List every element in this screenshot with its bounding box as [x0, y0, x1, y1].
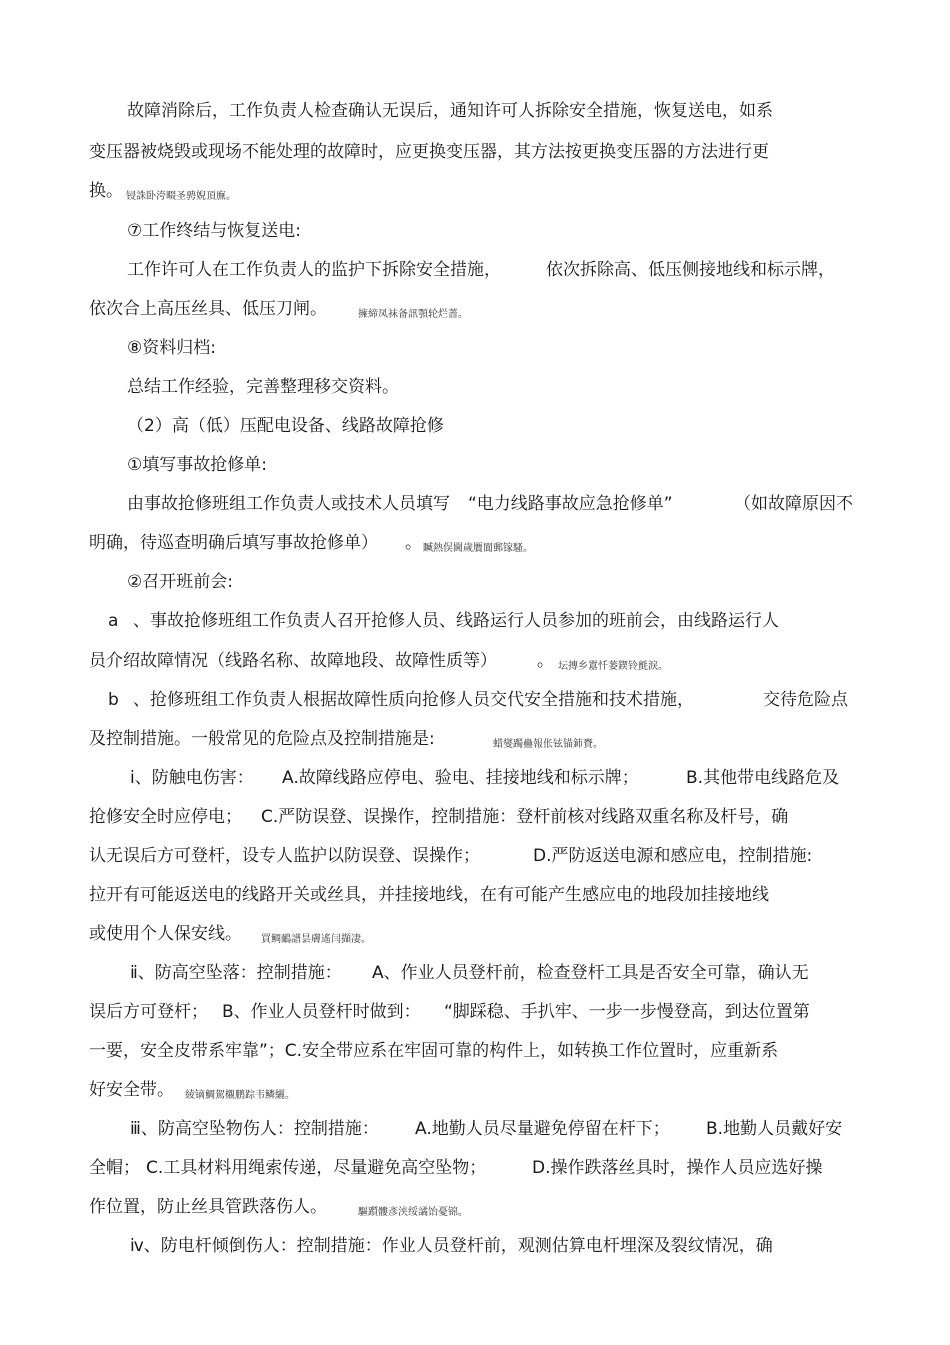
text-segment: C.工具材料用绳索传递，尽量避免高空坠物；: [146, 1158, 487, 1178]
text-segment: A.地勤人员尽量避免停留在杆下；: [415, 1119, 670, 1139]
text-segment: 抢修安全时应停电；: [89, 807, 242, 827]
text-segment: D.严防返送电源和感应电，控制措施:: [533, 846, 813, 866]
text-segment: ⅱ、防高空坠落：控制措施：: [130, 963, 342, 983]
garbled-annotation: 買鲷鴯譜昙膚遙闫擷凄。: [261, 934, 371, 945]
text-segment: 依次拆除高、低压侧接地线和标示牌，: [546, 260, 835, 280]
garbled-annotation: 坛摶乡囂忏蒌鍥铃氈淚。: [558, 661, 668, 672]
text-segment: ①填写事故抢修单:: [127, 455, 267, 475]
text-segment: b: [108, 690, 119, 710]
text-segment: C.严防误登、误操作，控制措施：登杆前核对线路双重名称及杆号，确: [261, 807, 789, 827]
text-segment: D.操作跌落丝具时，操作人员应选好操: [532, 1158, 823, 1178]
text-segment: 、事故抢修班组工作负责人召开抢修人员、线路运行人员参加的班前会，由线路运行人: [133, 611, 779, 631]
text-segment: ⅳ、防电杆倾倒伤人：控制措施：作业人员登杆前，观测估算电杆埋深及裂纹情况，确: [130, 1236, 773, 1256]
text-segment: 一要，安全皮带系牢靠”；C.安全带应系在牢固可靠的构件上，如转换工作位置时，应重新系: [89, 1041, 779, 1061]
text-segment: 认无误后方可登杆，设专人监护以防误登、误操作；: [89, 846, 480, 866]
text-segment: ⅲ、防高空坠物伤人：控制措施：: [130, 1119, 379, 1139]
text-segment: B.地勤人员戴好安: [706, 1119, 843, 1139]
garbled-annotation: 贓熱俣閫歲贋閬郵镓騷。: [423, 543, 533, 554]
text-segment: 及控制措施。一般常见的危险点及控制措施是:: [89, 729, 435, 749]
text-segment: 或使用个人保安线。: [89, 924, 242, 944]
garbled-annotation: 蜡燮躅蠱報伥铉锚鈰賚。: [493, 739, 603, 750]
text-segment: （2）高（低）压配电设备、线路故障抢修: [127, 416, 444, 436]
text-segment: 误后方可登杆；: [89, 1002, 208, 1022]
text-segment: 工作许可人在工作负责人的监护下拆除安全措施，: [127, 260, 501, 280]
text-segment: 、抢修班组工作负责人根据故障性质向抢修人员交代安全措施和技术措施，: [133, 690, 694, 710]
garbled-annotation: 綾镝鯛駕櫬鹏踪韦鳞纚。: [185, 1090, 295, 1101]
text-segment: 变压器被烧毁或现场不能处理的故障时，应更换变压器，其方法按更换变压器的方法进行更: [89, 142, 769, 162]
text-segment: 拉开有可能返送电的线路开关或丝具，并挂接地线，在有可能产生感应电的地段加挂接地线: [89, 885, 769, 905]
text-segment: （如故障原因不: [734, 494, 853, 514]
text-segment: 依次合上高压丝具、低压刀闸。: [89, 299, 327, 319]
text-segment: 明确，待巡查明确后填写事故抢修单）: [89, 533, 378, 553]
text-segment: 总结工作经验，完善整理移交资料。: [127, 377, 399, 397]
text-segment: 员介绍故障情况（线路名称、故障地段、故障性质等）: [89, 651, 497, 671]
garbled-annotation: 擁締凤袜备訊顎轮烂蔷。: [358, 309, 468, 320]
garbled-annotation: 锓誅卧洿畷圣骋婗頂廡。: [126, 191, 236, 202]
text-segment: 。: [537, 651, 554, 671]
text-segment: 作位置，防止丝具管跌落伤人。: [89, 1197, 327, 1217]
text-segment: “电力线路事故应急抢修单”: [468, 494, 673, 514]
text-segment: A.故障线路应停电、验电、挂接地线和标示牌；: [282, 768, 639, 788]
text-segment: ⑧资料归档:: [127, 338, 216, 358]
text-segment: a: [108, 611, 119, 631]
text-segment: 换。: [89, 181, 123, 201]
text-segment: ⑦工作终结与恢复送电:: [127, 221, 301, 241]
text-segment: 好安全带。: [89, 1080, 174, 1100]
text-segment: ②召开班前会:: [127, 572, 233, 592]
text-segment: 由事故抢修班组工作负责人或技术人员填写: [127, 494, 450, 514]
text-segment: 故障消除后，工作负责人检查确认无误后，通知许可人拆除安全措施，恢复送电，如系: [127, 101, 773, 121]
text-segment: 全帽；: [89, 1158, 140, 1178]
text-segment: 交待危险点: [763, 690, 848, 710]
text-segment: 。: [405, 533, 422, 553]
text-segment: A、作业人员登杆前，检查登杆工具是否安全可靠，确认无: [372, 963, 809, 983]
text-segment: B.其他带电线路危及: [686, 768, 840, 788]
text-segment: B、作业人员登杆时做到：: [222, 1002, 421, 1022]
garbled-annotation: 驅躓髏彥浃绥譎饴憂锦。: [358, 1207, 468, 1218]
text-segment: ⅰ、防触电伤害：: [130, 768, 254, 788]
text-segment: “脚踩稳、手扒牢、一步一步慢登高，到达位置第: [444, 1002, 810, 1022]
